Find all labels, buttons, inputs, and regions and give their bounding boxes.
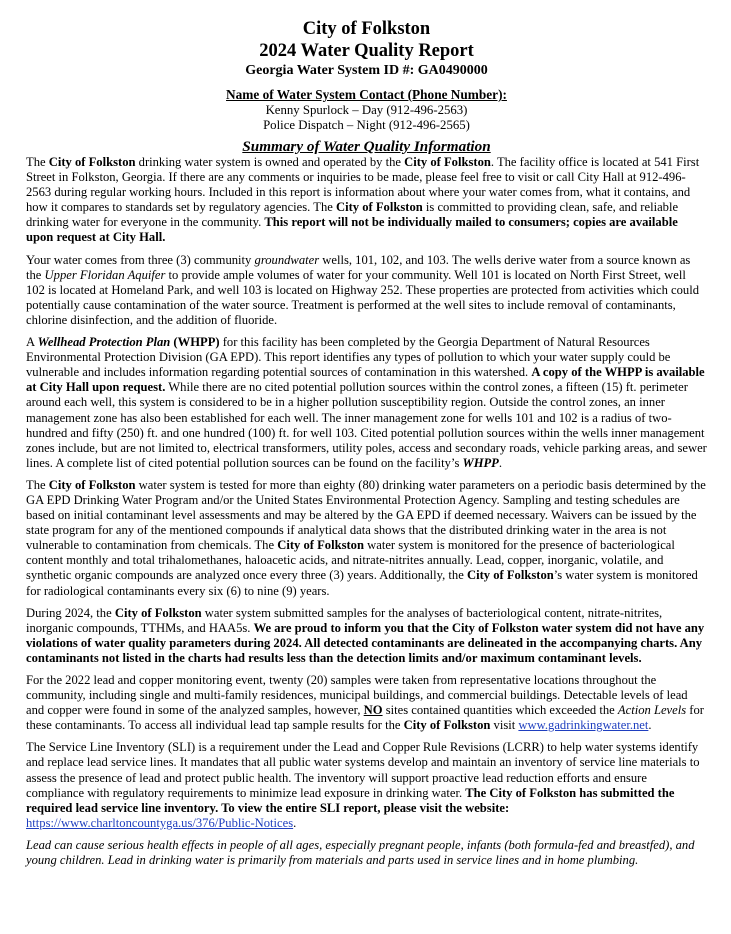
report-title: City of Folkston [302,19,431,39]
contact-label: Name of Water System Contact (Phone Number): [226,87,507,102]
paragraph-testing: The City of Folkston water system is tested for more than eighty (80) drinking water parameters on a periodic basis determined by the GA EPD Drinking Water Program and/or the United States Environmental Protection Agency. Sampling and testing schedules are based on initial contaminant level assessments and may be altered by the GA EPD if deemed necessary. Waivers can be issued by the state program for any of the mentioned compounds if analytical data shows that the distributed drinking water in the area is not vulnerable to contamination from chemicals. The City of Folkston water system is monitored for the presence of bacteriological content monthly and total trihalomethanes, haloacetic acids, and nitrate-nitrites annually. Lead, copper, inorganic, volatile, and synthetic organic compounds are analyzed once every three (3) years. Additionally, the City of Folkston’s water system is monitored for radiological contaminants every six (6) to nine (9) years. [26,477,706,598]
gadrinkingwater-link[interactable]: www.gadrinkingwater.net [518,718,649,733]
paragraph-lead-copper: For the 2022 lead and copper monitoring event, twenty (20) samples were taken from representative locations throughout the community, including single and multi-family residences, municipal buildings, and commercial buildings. Detectable levels of lead and copper were found in some of the analyzed samples, however, NO sites contained quantities which exceeded the Action Levels for these contaminants. To access all individual lead tap sample results for the City of Folkston visit www.gadrinkingwater.net. [26,673,704,733]
paragraph-water-source: Your water comes from three (3) community groundwater wells, 101, 102, and 103. The wells derive water from a source known as the Upper Floridan Aquifer to provide ample volumes of water for your community. Well 101 is located on North First Street, well 102 is located at Homeland Park, and well 103 is located on Highway 252. These properties are protected from activities which could potentially cause contamination of the water source. Treatment is performed at the well sites to include removal of contaminants, chlorine disinfection, and the addition of fluoride. [26,252,699,327]
paragraph-lead-health-effects: Lead can cause serious health effects in people of all ages, especially pregnant people, infants (both formula-fed and breastfed), and young children. Lead in drinking water is primarily from materials and parts used in service lines and in home plumbing. [26,837,695,868]
report-subtitle: 2024 Water Quality Report [259,41,474,61]
summary-heading: Summary of Water Quality Information [242,138,491,155]
contact-night: Police Dispatch – Night (912-496-2565) [263,118,470,132]
paragraph-2024-results: During 2024, the City of Folkston water system submitted samples for the analyses of bacteriological content, nitrate-nitrites, inorganic compounds, TTHMs, and HAA5s. We are proud to inform you that the City of Folkston water system did not have any violations of water quality parameters during 2024. All detected contaminants are delineated in the accompanying charts. Any contaminants not listed in the charts had results less than the detection limits and/or maximum contaminant levels. [26,605,705,665]
contact-day: Kenny Spurlock – Day (912-496-2563) [265,103,468,117]
paragraph-wellhead-protection: A Wellhead Protection Plan (WHPP) for this facility has been completed by the Georgia Department of Natural Resources Environmental Protection Division (GA EPD). This report identifies any types of pollution to which your water supply could be vulnerable and includes information regarding potential sources of contamination in this watershed. A copy of the WHPP is available at City Hall upon request. While there are no cited potential pollution sources within the control zones, a fifteen (15) ft. perimeter around each well, this system is considered to be in a higher pollution susceptibility region. Outside the control zones, an inner management zone has also been established for each well. The inner management zone for wells 101 and 102 is a radius of two-hundred and fifty (250) ft. and one hundred (100) ft. for well 103. Cited potential pollution sources within the wells inner management zones include, but are not limited to, electrical transformers, utility poles, access and secondary roads, vehicle parking areas, and sewer lines. A complete list of cited potential pollution sources can be found on the facility’s WHPP. [26,335,707,470]
paragraph-overview: The City of Folkston drinking water system is owned and operated by the City of Folkston. The facility office is located at 541 First Street in Folkston, Georgia. If there are any comments or inquiries to be made, please feel free to visit or call City Hall at 912-496-2563 during regular working hours. Included in this report is information about where your water comes from, what it contains, and how it compares to standards set by regulatory agencies. The City of Folkston is committed to providing clean, safe, and reliable drinking water for everyone in the community. This report will not be individually mailed to consumers; copies are available upon request at City Hall. [26,155,700,245]
paragraph-service-line-inventory: The Service Line Inventory (SLI) is a requirement under the Lead and Copper Rule Revisions (LCRR) to help water systems identify and replace lead service lines. It mandates that all public water systems develop and maintain an inventory of service line materials to assess the presence of lead and protect public health. The inventory will support proactive lead reduction efforts and ensure compliance with regulatory requirements to minimize lead exposure in drinking water. The City of Folkston has submitted the required lead service line inventory. To view the entire SLI report, please visit the website: https://www.charltoncountyga.us/376/Public-Notices. [26,740,700,830]
public-notices-link[interactable]: https://www.charltoncountyga.us/376/Public-Notices [26,815,294,830]
system-id: Georgia Water System ID #: GA0490000 [245,63,488,78]
